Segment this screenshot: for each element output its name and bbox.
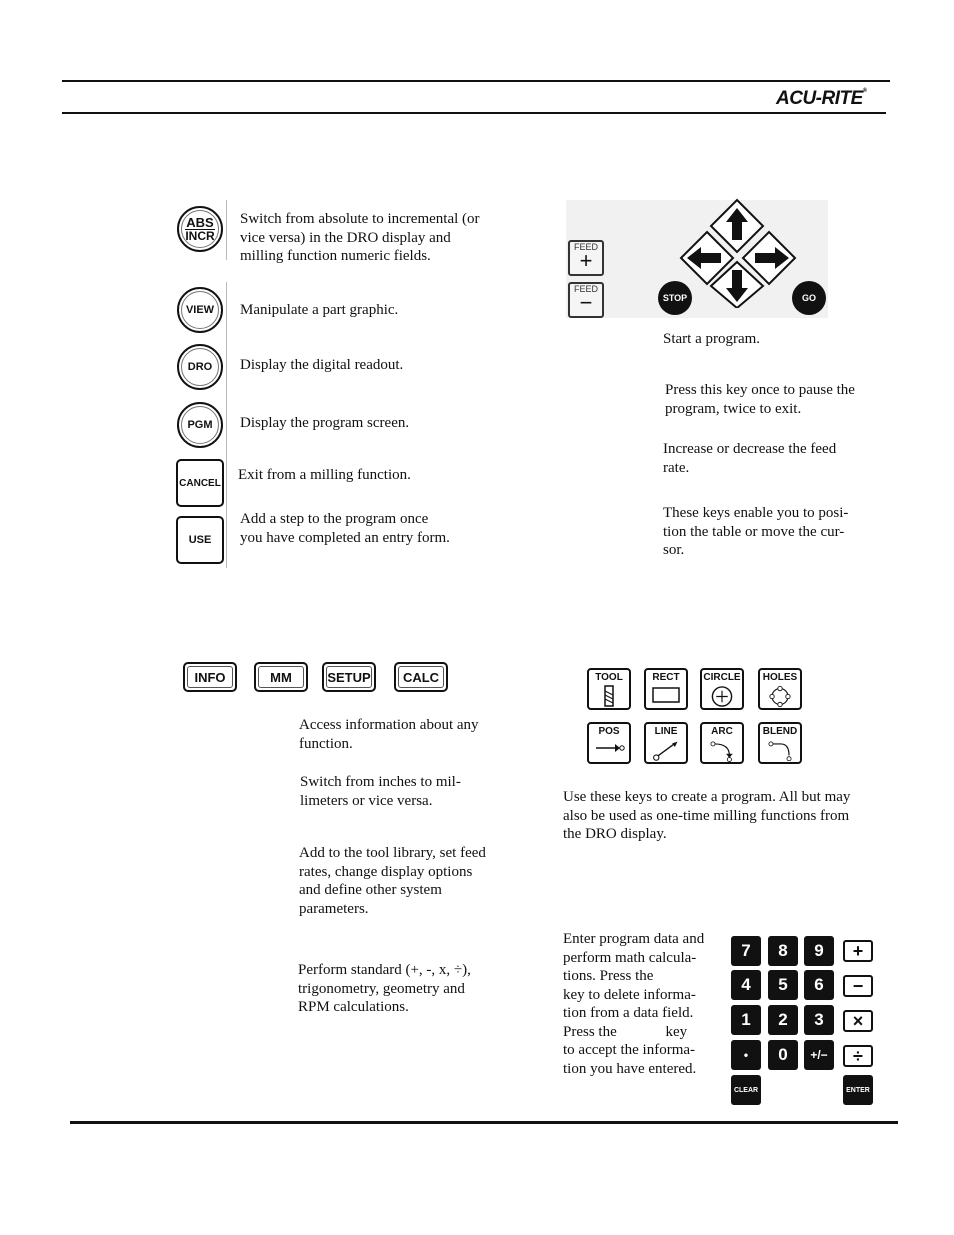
circle-key[interactable]: CIRCLE: [700, 668, 744, 710]
mm-description: Switch from inches to mil- limeters or vice versa.: [300, 774, 461, 809]
key-strip: [226, 200, 227, 260]
header-rule-bottom: [62, 112, 886, 114]
circle-icon: [710, 685, 734, 708]
keypad-description: Enter program data and perform math calcula- tions. Press the key to delete informa- tion from a data field. Press the key to accept the informa- tion you have entered.: [563, 931, 705, 1077]
key-0[interactable]: 0: [768, 1040, 798, 1070]
key-5[interactable]: 5: [768, 970, 798, 1000]
calc-description: Perform standard (+, -, x, ÷), trigonometry, geometry and RPM calculations.: [298, 962, 471, 1015]
blend-key[interactable]: BLEND: [758, 722, 802, 764]
stop-description: Press this key once to pause the program, twice to exit.: [665, 382, 855, 417]
go-description: Start a program.: [663, 331, 761, 347]
header-rule-top: [62, 80, 890, 82]
use-description: Add a step to the program once you have completed an entry form.: [240, 511, 450, 546]
arrow-keys-cluster: [675, 198, 805, 308]
view-key[interactable]: VIEW: [177, 287, 223, 333]
setup-key[interactable]: SETUP: [322, 662, 376, 692]
key-8[interactable]: 8: [768, 936, 798, 966]
blend-icon: [763, 739, 797, 762]
rect-key[interactable]: RECT: [644, 668, 688, 710]
key-9[interactable]: 9: [804, 936, 834, 966]
cancel-description: Exit from a milling function.: [238, 467, 411, 483]
abs-incr-description: Switch from absolute to incremental (or vice versa) in the DRO display and milling function numeric fields.: [240, 211, 480, 264]
key-3[interactable]: 3: [804, 1005, 834, 1035]
use-key[interactable]: USE: [176, 516, 224, 564]
rectangle-icon: [651, 685, 681, 705]
position-arrow-icon: [593, 739, 625, 757]
holes-key[interactable]: HOLES: [758, 668, 802, 710]
key-6[interactable]: 6: [804, 970, 834, 1000]
arc-key[interactable]: ARC: [700, 722, 744, 764]
key-strip: [226, 282, 227, 568]
cancel-key[interactable]: CANCEL: [176, 459, 224, 507]
decimal-point-key[interactable]: •: [731, 1040, 761, 1070]
pgm-description: Display the program screen.: [240, 415, 410, 431]
stop-key[interactable]: STOP: [658, 281, 692, 315]
feed-description: Increase or decrease the feed rate.: [663, 441, 837, 476]
view-description: Manipulate a part graphic.: [240, 302, 399, 318]
pos-key[interactable]: POS: [587, 722, 631, 764]
line-icon: [649, 739, 683, 762]
footer-rule: [70, 1121, 898, 1124]
enter-key[interactable]: ENTER: [843, 1075, 873, 1105]
pgm-key[interactable]: PGM: [177, 402, 223, 448]
key-4[interactable]: 4: [731, 970, 761, 1000]
dro-description: Display the digital readout.: [240, 357, 404, 373]
acu-rite-logo: ACU-RITE®: [776, 88, 867, 109]
plus-key[interactable]: +: [843, 940, 873, 962]
key-1[interactable]: 1: [731, 1005, 761, 1035]
line-key[interactable]: LINE: [644, 722, 688, 764]
clear-key[interactable]: CLEAR: [731, 1075, 761, 1105]
tool-key[interactable]: TOOL: [587, 668, 631, 710]
dro-key[interactable]: DRO: [177, 344, 223, 390]
key-2[interactable]: 2: [768, 1005, 798, 1035]
multiply-key[interactable]: ×: [843, 1010, 873, 1032]
feed-minus-key[interactable]: FEED −: [568, 282, 604, 318]
plus-minus-key[interactable]: +/−: [804, 1040, 834, 1070]
divide-key[interactable]: ÷: [843, 1045, 873, 1067]
abs-incr-key[interactable]: ABS INCR: [177, 206, 223, 252]
arrow-keys-description: These keys enable you to posi- tion the table or move the cur- sor.: [663, 505, 849, 558]
setup-description: Add to the tool library, set feed rates, change display options and define other system parameters.: [299, 845, 486, 917]
tool-icon: [602, 685, 616, 707]
mm-key[interactable]: MM: [254, 662, 308, 692]
holes-icon: [767, 685, 793, 708]
go-key[interactable]: GO: [792, 281, 826, 315]
minus-key[interactable]: −: [843, 975, 873, 997]
arc-icon: [705, 739, 739, 762]
feed-plus-key[interactable]: FEED +: [568, 240, 604, 276]
info-key[interactable]: INFO: [183, 662, 237, 692]
function-keys-description: Use these keys to create a program. All but may also be used as one-time milling functions from the DRO display.: [563, 789, 851, 842]
info-description: Access information about any function.: [299, 717, 479, 752]
calc-key[interactable]: CALC: [394, 662, 448, 692]
key-7[interactable]: 7: [731, 936, 761, 966]
